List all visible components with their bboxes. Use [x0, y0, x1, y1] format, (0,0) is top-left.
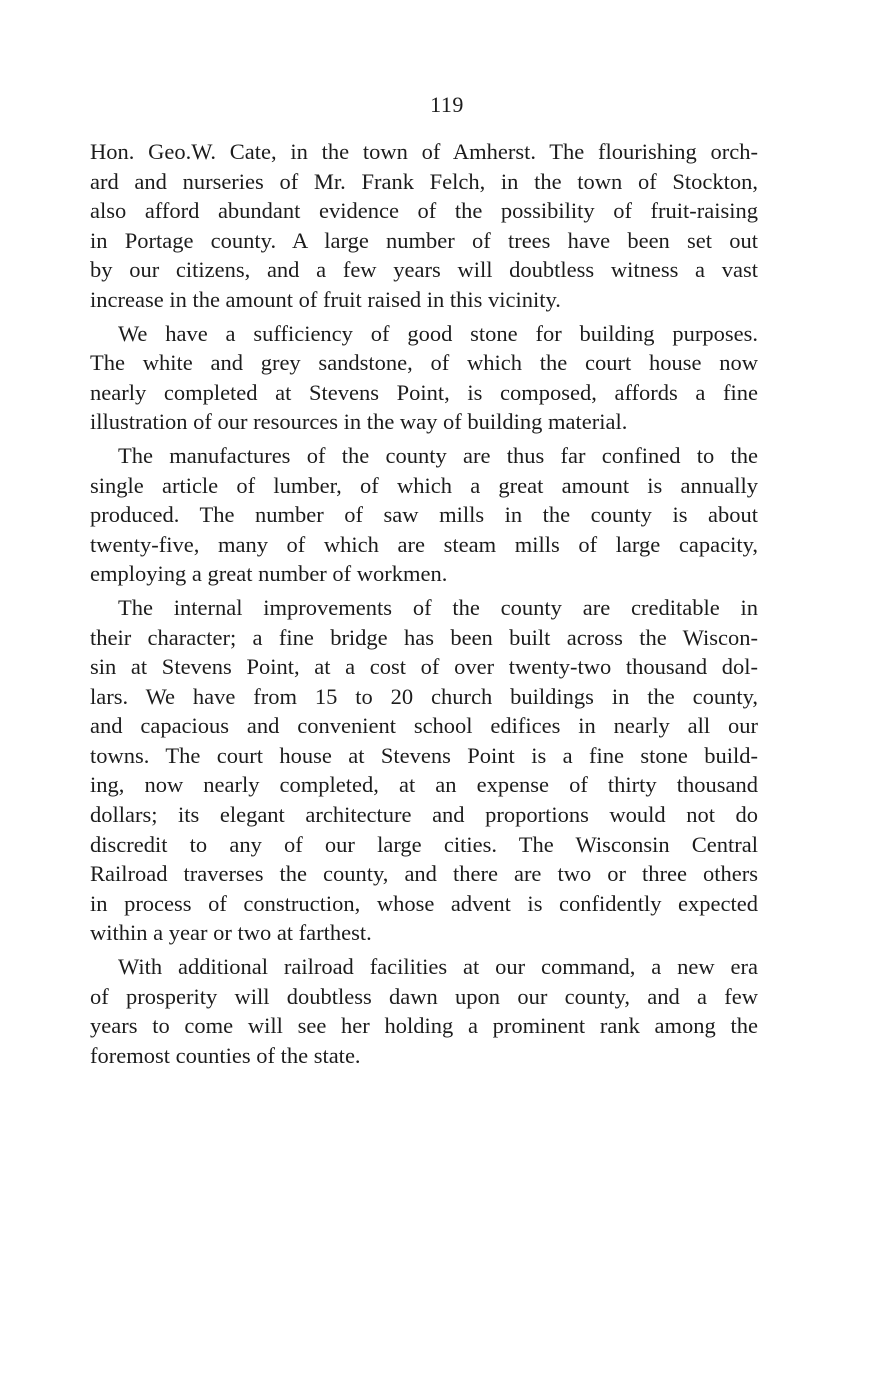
text-line: years to come will see her holding a prominent rank among the	[90, 1013, 758, 1039]
paragraph-building-stone	[90, 319, 758, 437]
text-line: The internal improvements of the county are creditable in	[118, 594, 758, 620]
text-line: increase in the amount of fruit raised in this vicinity.	[90, 286, 561, 312]
text-line: single article of lumber, of which a great amount is annually	[90, 472, 758, 498]
paragraph-railroad-prosperity	[90, 952, 758, 1070]
text-line: discredit to any of our large cities. The Wisconsin Central	[90, 831, 758, 857]
text-line: ing, now nearly completed, at an expense of thirty thousand	[90, 772, 758, 798]
text-line: lars. We have from 15 to 20 church buildings in the county,	[90, 683, 758, 709]
text-line: nearly completed at Stevens Point, is composed, affords a fine	[90, 379, 758, 405]
text-line: also afford abundant evidence of the possibility of fruit-raising	[90, 198, 758, 224]
text-line: by our citizens, and a few years will doubtless witness a vast	[90, 257, 758, 283]
text-line: their character; a fine bridge has been built across the Wiscon-	[90, 624, 758, 650]
text-line: Railroad traverses the county, and there are two or three others	[90, 861, 758, 887]
text-line: With additional railroad facilities at our command, a new era	[118, 954, 758, 980]
text-line: in process of construction, whose advent is confidently expected	[90, 890, 758, 916]
page-number: 119	[430, 92, 464, 117]
text-line: illustration of our resources in the way of building material.	[90, 409, 628, 435]
text-line: within a year or two at farthest.	[90, 920, 372, 946]
paragraph-manufactures	[90, 441, 758, 589]
text-line: The white and grey sandstone, of which the court house now	[90, 350, 758, 376]
text-line: employing a great number of workmen.	[90, 561, 448, 587]
text-line: ard and nurseries of Mr. Frank Felch, in the town of Stockton,	[90, 168, 758, 194]
text-line: The manufactures of the county are thus far confined to the	[118, 442, 758, 468]
text-line: foremost counties of the state.	[90, 1042, 361, 1068]
text-line: dollars; its elegant architecture and proportions would not do	[90, 802, 758, 828]
text-line: sin at Stevens Point, at a cost of over twenty-two thousand dol-	[90, 654, 758, 680]
text-line: towns. The court house at Stevens Point is a fine stone build-	[90, 742, 758, 768]
text-line: and capacious and convenient school edifices in nearly all our	[90, 713, 758, 739]
text-line: in Portage county. A large number of trees have been set out	[90, 227, 758, 253]
text-line: produced. The number of saw mills in the county is about	[90, 502, 758, 528]
paragraph-fruit-raising	[90, 137, 758, 315]
text-line: We have a sufficiency of good stone for building purposes.	[118, 320, 758, 346]
text-line: of prosperity will doubtless dawn upon our county, and a few	[90, 983, 758, 1009]
paragraph-internal-improvements	[90, 593, 758, 948]
text-line: Hon. Geo.W. Cate, in the town of Amherst. The flourishing orch-	[90, 139, 758, 164]
text-line: twenty-five, many of which are steam mills of large capacity,	[90, 531, 758, 557]
body-text	[90, 137, 758, 1070]
